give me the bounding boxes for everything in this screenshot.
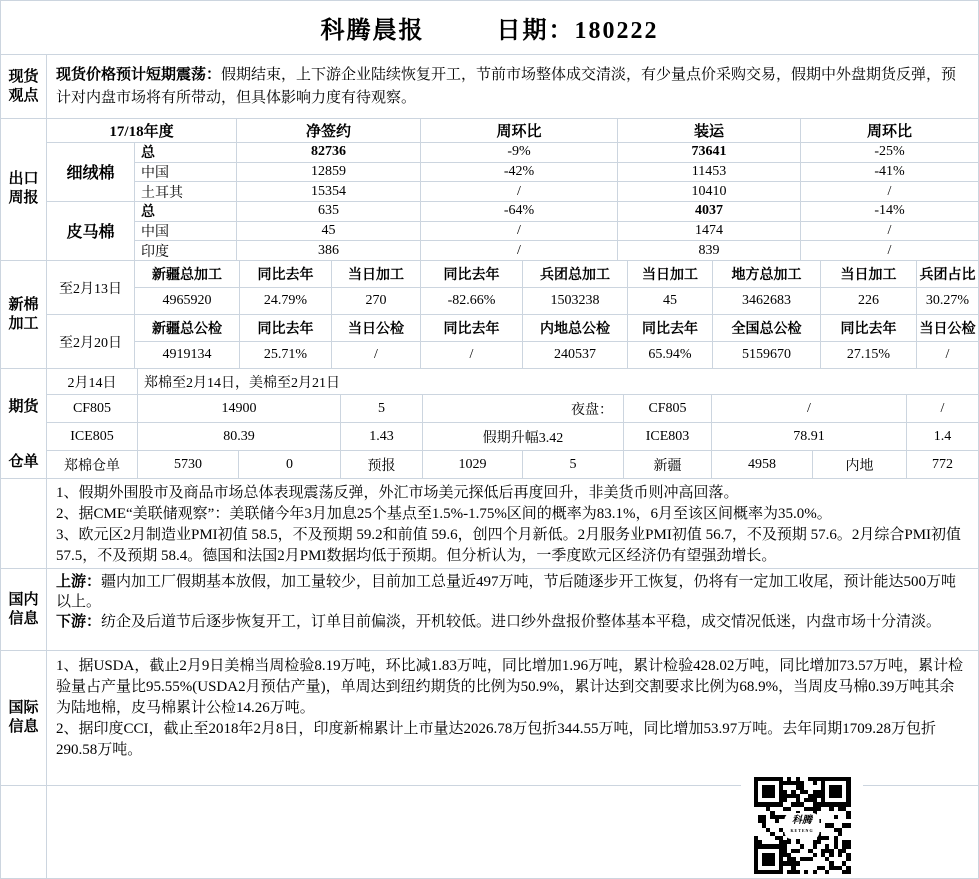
export-row-dest: 总	[135, 202, 236, 221]
macro-news-text	[47, 479, 978, 568]
section-domestic-info	[1, 568, 978, 650]
section-spot-view	[1, 54, 978, 118]
export-row-net-wow: /	[421, 222, 617, 241]
footer-label-empty	[1, 786, 46, 878]
qr-logo-chinese: 科腾	[792, 814, 812, 826]
futures-receipts-label	[1, 369, 46, 478]
ice-price: 80.39	[138, 423, 340, 450]
new-cotton-header: 当日加工	[821, 261, 916, 287]
new-cotton-value: 4965920	[135, 288, 239, 314]
downstream-label: 下游：	[56, 614, 102, 630]
new-cotton-value: 1503238	[523, 288, 627, 314]
holiday-gain-note: 假期升幅3.42	[423, 423, 623, 450]
domestic-info-text	[47, 569, 978, 650]
new-cotton-header: 内地总公检	[523, 315, 627, 341]
spot-view-body: 假期结束，上下游企业陆续恢复开工，节前市场整体成交清淡，有少量点价采购交易，假期中外盘期货反弹，预计对内盘市场将有所带动，但具体影响力度有待观察。	[56, 67, 957, 106]
export-header-wow1: 周环比	[421, 119, 617, 142]
export-row-ship-wow: -25%	[801, 143, 978, 162]
receipt-xinjiang-label: 新疆	[624, 451, 711, 478]
new-cotton-value: -82.66%	[421, 288, 522, 314]
receipt-inland-label: 内地	[813, 451, 906, 478]
new-cotton-label: 新棉加工	[1, 261, 46, 368]
receipt-xinjiang-value: 4958	[712, 451, 812, 478]
new-cotton-header: 全国总公检	[713, 315, 820, 341]
export-row-dest: 印度	[135, 241, 236, 260]
spot-view-text	[47, 55, 978, 118]
new-cotton-header: 兵团占比	[917, 261, 978, 287]
downstream-text: 纺企及后道节后逐步恢复开工，订单目前偏淡，开机较低。进口纱外盘报价整体基本平稳，成交情况低迷，内盘市场十分清淡。	[101, 614, 942, 630]
new-cotton-header: 兵团总加工	[523, 261, 627, 287]
new-cotton-header: 同比去年	[821, 315, 916, 341]
new-cotton-header: 当日公检	[332, 315, 420, 341]
export-row-ship: 11453	[618, 163, 800, 182]
spot-view-lead: 现货价格预计短期震荡：	[56, 67, 222, 83]
export-row-ship: 1474	[618, 222, 800, 241]
cf-night-price: /	[712, 395, 906, 422]
international-info-text	[47, 651, 978, 785]
ice-contract-name: ICE805	[47, 423, 137, 450]
export-row-net-wow: -9%	[421, 143, 617, 162]
new-cotton-value: /	[421, 342, 522, 368]
receipt-forecast-label: 预报	[341, 451, 422, 478]
domestic-info-label: 国内信息	[1, 569, 46, 650]
qr-code-block	[741, 775, 863, 876]
cf-night-name: CF805	[624, 395, 711, 422]
upstream-text: 疆内加工厂假期基本放假，加工量较少，目前加工总量近497万吨，节后随逐步开工恢复，仍将有一定加工收尾，预计能达500万吨以上。	[56, 574, 957, 610]
ice-night-name: ICE803	[624, 423, 711, 450]
receipt-count: 5730	[138, 451, 238, 478]
receipt-change: 0	[239, 451, 340, 478]
futures-date: 2月14日	[47, 369, 137, 394]
night-session-label: 夜盘：	[423, 395, 623, 422]
export-group-fine-cotton: 细绒棉	[47, 143, 134, 201]
export-row-net: 386	[237, 241, 420, 260]
new-cotton-value: 270	[332, 288, 420, 314]
export-row-net-wow: /	[421, 241, 617, 260]
ice-change: 1.43	[341, 423, 422, 450]
new-cotton-header: 当日加工	[628, 261, 712, 287]
new-cotton-value: /	[332, 342, 420, 368]
export-row-net-wow: /	[421, 182, 617, 201]
macro-news-line: 2、据CME“美联储观察”：美联储今年3月加息25个基点至1.5%-1.75%区间的概率为83.1%，6月至该区间概率为35.0%。	[56, 506, 832, 522]
export-row-net: 635	[237, 202, 420, 221]
export-row-net: 15354	[237, 182, 420, 201]
export-header-net-sign: 净签约	[237, 119, 420, 142]
new-cotton-value: 27.15%	[821, 342, 916, 368]
section-futures-receipts	[1, 368, 978, 478]
export-row-dest: 中国	[135, 163, 236, 182]
qr-logo-english: KETENG	[790, 827, 814, 833]
new-cotton-value: 30.27%	[917, 288, 978, 314]
export-weekly-label: 出口周报	[1, 119, 46, 260]
cf-contract-name: CF805	[47, 395, 137, 422]
cf-night-change: /	[907, 395, 978, 422]
new-cotton-header: 同比去年	[421, 261, 522, 287]
receipt-forecast-change: 5	[523, 451, 623, 478]
export-group-pima-cotton: 皮马棉	[47, 202, 134, 260]
new-cotton-header: 新疆总公检	[135, 315, 239, 341]
futures-label: 期货	[8, 399, 39, 415]
new-cotton-header: 当日加工	[332, 261, 420, 287]
export-row-net-wow: -42%	[421, 163, 617, 182]
spot-view-label: 现货观点	[1, 55, 46, 118]
export-row-ship-wow: -41%	[801, 163, 978, 182]
new-cotton-date-2: 至2月20日	[47, 315, 134, 368]
report-title: 科腾晨报	[320, 18, 425, 44]
ice-night-change: 1.4	[907, 423, 978, 450]
new-cotton-value: 25.71%	[240, 342, 331, 368]
receipt-name: 郑棉仓单	[47, 451, 137, 478]
macro-news-label-empty	[1, 479, 46, 568]
export-row-ship-wow: /	[801, 222, 978, 241]
new-cotton-header: 新疆总加工	[135, 261, 239, 287]
new-cotton-header: 同比去年	[240, 261, 331, 287]
report-date: 日期：180222	[496, 18, 659, 44]
export-row-dest: 土耳其	[135, 182, 236, 201]
export-row-net: 12859	[237, 163, 420, 182]
new-cotton-value: 65.94%	[628, 342, 712, 368]
ice-night-price: 78.91	[712, 423, 906, 450]
cf-price: 14900	[138, 395, 340, 422]
new-cotton-value: 240537	[523, 342, 627, 368]
futures-date-note: 郑棉至2月14日，美棉至2月21日	[138, 369, 978, 394]
export-row-ship-wow: -14%	[801, 202, 978, 221]
export-header-shipment: 装运	[618, 119, 800, 142]
macro-news-line: 3、欧元区2月制造业PMI初值 58.5，不及预期 59.2和前值 59.6，创四个月新低。2月服务业PMI初值 56.7，不及预期 57.6。2月综合PMI初值 57.5，不及预期 58.4。德国和法国2月PMI数据均低于预期。但分析认为，一季度欧元区经济仍有望强劲增长。	[56, 527, 962, 564]
export-row-ship: 839	[618, 241, 800, 260]
receipt-inland-value: 772	[907, 451, 978, 478]
export-header-wow2: 周环比	[801, 119, 978, 142]
export-row-ship-wow: /	[801, 182, 978, 201]
new-cotton-header: 同比去年	[628, 315, 712, 341]
new-cotton-value: 4919134	[135, 342, 239, 368]
new-cotton-header: 当日公检	[917, 315, 978, 341]
export-row-net: 45	[237, 222, 420, 241]
international-news-line: 2、据印度CCI，截止至2018年2月8日，印度新棉累计上市量达2026.78万包折344.55万吨，同比增加53.97万吨。去年同期1709.28万包折290.58万吨。	[56, 721, 937, 758]
title-bar	[1, 1, 978, 54]
new-cotton-value: 226	[821, 288, 916, 314]
export-row-dest: 总	[135, 143, 236, 162]
receipt-forecast: 1029	[423, 451, 522, 478]
export-row-net: 82736	[237, 143, 420, 162]
new-cotton-value: /	[917, 342, 978, 368]
cf-change: 5	[341, 395, 422, 422]
section-international-info	[1, 650, 978, 785]
new-cotton-header: 地方总加工	[713, 261, 820, 287]
section-export-weekly	[1, 118, 978, 260]
international-news-line: 1、据USDA，截止2月9日美棉当周检验8.19万吨，环比减1.83万吨，同比增加1.96万吨，累计检验428.02万吨，同比增加73.57万吨，累计检验量占产量比95.55%(USDA2月预估产量)，单周达到纽约期货的比例为50.9%，累计达到交割要求比例为68.9%，当周皮马棉0.39万吨其余为陆地棉，皮马棉累计公检14.26万吨。	[56, 658, 964, 716]
section-macro-news	[1, 478, 978, 568]
new-cotton-value: 24.79%	[240, 288, 331, 314]
qr-center-logo	[786, 815, 817, 837]
export-header-year: 17/18年度	[47, 119, 236, 142]
macro-news-line: 1、假期外围股市及商品市场总体表现震荡反弹，外汇市场美元探低后再度回升，非美货币则冲高回落。	[56, 485, 739, 501]
new-cotton-value: 3462683	[713, 288, 820, 314]
export-row-ship-wow: /	[801, 241, 978, 260]
new-cotton-value: 45	[628, 288, 712, 314]
export-row-dest: 中国	[135, 222, 236, 241]
new-cotton-value: 5159670	[713, 342, 820, 368]
new-cotton-date-1: 至2月13日	[47, 261, 134, 314]
export-row-ship: 10410	[618, 182, 800, 201]
new-cotton-header: 同比去年	[421, 315, 522, 341]
export-row-net-wow: -64%	[421, 202, 617, 221]
receipts-label: 仓单	[8, 454, 39, 470]
upstream-label: 上游：	[56, 574, 102, 590]
export-row-ship: 4037	[618, 202, 800, 221]
new-cotton-header: 同比去年	[240, 315, 331, 341]
section-new-cotton	[1, 260, 978, 368]
international-info-label: 国际信息	[1, 651, 46, 785]
export-row-ship: 73641	[618, 143, 800, 162]
